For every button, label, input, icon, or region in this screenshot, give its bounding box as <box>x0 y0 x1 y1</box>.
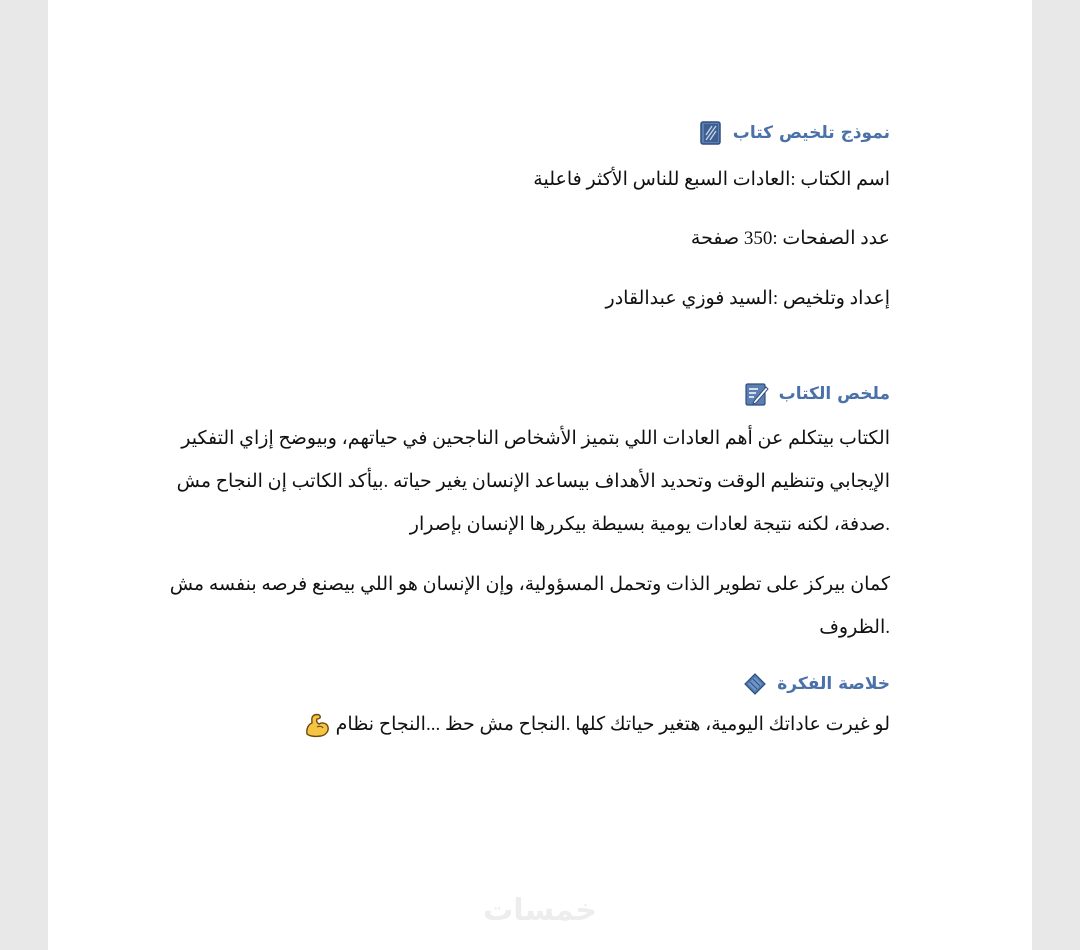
summary-paragraph-2 <box>169 563 890 649</box>
summary-paragraph-1-line: .صدفة، لكنه نتيجة لعادات يومية بسيطة بيكررها الإنسان بإصرار <box>409 514 890 535</box>
book-icon <box>699 121 723 145</box>
summary-heading <box>745 382 890 406</box>
key-idea-text: لو غيرت عاداتك اليومية، هتغير حياتك كلها .النجاح مش حظ ...النجاح نظام <box>335 713 890 735</box>
summary-heading-text: ملخص الكتاب <box>778 384 890 404</box>
summary-paragraph-1 <box>176 417 890 546</box>
flexed-biceps-icon <box>306 712 330 736</box>
page-count: عدد الصفحات :350 صفحة <box>690 228 890 249</box>
book-name: اسم الكتاب :العادات السبع للناس الأكثر فاعلية <box>533 169 890 190</box>
key-idea-heading <box>743 672 890 696</box>
diamond-icon <box>743 672 767 696</box>
watermark: خمسات <box>483 893 597 928</box>
key-idea-line <box>306 712 890 736</box>
summary-paragraph-2-line: .الظروف <box>819 617 890 638</box>
prepared-by: إعداد وتلخيص :السيد فوزي عبدالقادر <box>605 288 890 309</box>
template-heading <box>699 121 890 145</box>
summary-paragraph-2-line: كمان بيركز على تطوير الذات وتحمل المسؤولية، وإن الإنسان هو اللي بيصنع فرصه بنفسه مش <box>169 574 890 595</box>
template-heading-text: نموذج تلخيص كتاب <box>732 123 890 143</box>
key-idea-heading-text: خلاصة الفكرة <box>777 674 890 694</box>
memo-icon <box>745 382 769 406</box>
summary-paragraph-1-line: الإيجابي وتنظيم الوقت وتحديد الأهداف بيساعد الإنسان يغير حياته .بيأكد الكاتب إن النجاح مش <box>176 471 890 492</box>
summary-paragraph-1-line: الكتاب بيتكلم عن أهم العادات اللي بتميز الأشخاص الناجحين في حياتهم، وبيوضح إزاي التفكير <box>181 428 890 449</box>
